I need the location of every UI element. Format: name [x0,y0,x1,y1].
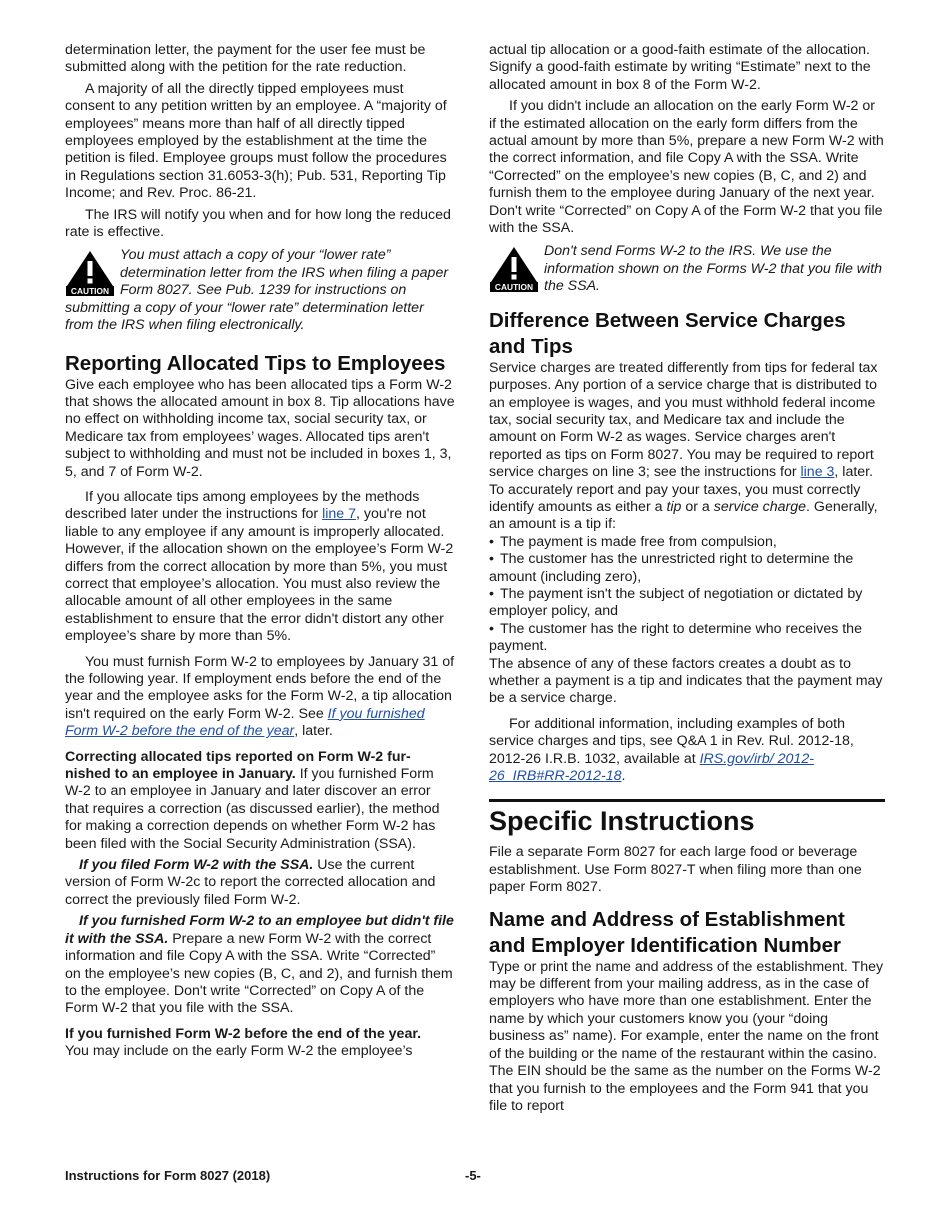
right-paragraph-6: File a separate Form 8027 for each large food or beverage establishment. Use Form 8027-T when filing more than one paper Form 8027. [489,844,862,896]
bullet-icon: • [489,551,494,568]
left-paragraph-1: determination letter, the payment for the user fee must be submitted along with the petition for the rate reduction. [65,42,426,76]
left-paragraph-2: A majority of all the directly tipped employees must consent to any petition written by an employee. A “majority of employees” means more than half of all directly tipped employees employed by the establishment at the time the petition is filed. Employee groups must follow the procedures in Regulations section 31.6053-3(h); Pub. 531, Reporting Tip Income; and Rev. Proc. 86-21. [65,80,447,202]
list-item [489,586,885,621]
run-in-heading: If you furnished Form W-2 before the end of the year. [65,1025,422,1042]
footer-form-title: Instructions for Form 8027 (2018) [65,1168,271,1183]
right-paragraph-7: Type or print the name and address of the establishment. They may be different from your mailing address, as in the case of employers who have more than one establishment. Enter the name by which your customers know you (your “doing business as” name). For example, enter the name on the front of the building or the name of the restaurant within the casino. The EIN should be the same as the number on the Forms W-2 that you furnish to the employees and the Form 941 that you file to report [489,958,884,1114]
right-paragraph-1: actual tip allocation or a good-faith estimate of the allocation. Signify a good-faith estimate by writing “Estimate” next to the allocated amount in box 8 of the Form W-2. [489,42,871,93]
left-paragraph-4: Give each employee who has been allocated tips a Form W-2 that shows the allocated amount in box 8. Tip allocations have no effect on withholding income tax, social security tax, or Medicare tax from employees’ wages. Allocated tips aren't subject to withholding and must not be included in boxes 1, 3, 5, and 7 of Form W-2. [65,376,455,480]
caution-note-right [489,243,885,295]
run-in-subheading: If you filed Form W-2 with the SSA. [79,857,314,874]
heading-specific-instructions: Specific Instructions [489,806,755,837]
left-column [65,42,455,1061]
left-paragraph-10 [65,1026,455,1061]
list-item [489,534,885,551]
right-paragraph-4: The absence of any of these factors creates a doubt as to whether a payment is a tip and indicates that the payment may be a service charge. [489,655,883,707]
text-span: The customer has the right to determine who receives the payment. [489,620,862,655]
text-span: For additional information, including examples of both service charges and tips, see Q&A 1 in Rev. Rul. 2012-18, 2012-26 I.R.B. 1032, available at [489,715,854,767]
bullet-icon: • [489,585,494,602]
right-paragraph-5 [489,716,885,786]
text-span: You must furnish Form W-2 to employees by January 31 of the following year. If employment ends before the end of the year and the employee asks for the Form W-2, a tip allocation isn't required on the early Form W-2. See [65,653,455,722]
heading-reporting-allocated-tips: Reporting Allocated Tips to Employees [65,351,446,375]
text-span: or a [681,498,714,515]
section-divider [489,799,885,838]
caution-text-left: You must attach a copy of your “lower rate” determination letter from the IRS when filing a paper Form 8027. See Pub. 1239 for instructions on submitting a copy of your “lower rate” determination letter from the IRS when filing electronically. [65,247,449,334]
text-span: You may include on the early Form W-2 the employee’s [65,1043,413,1060]
text-span: , you're not liable to any employee if any amount is improperly allocated. However, if the allocation shown on the employee’s Form W-2 differs from the correct allocation by more than 5%, you must correct that employee’s allocation. You must also review the allocable amount of all other employees in the same establishment to ensure that the error didn't distort any other employee’s share by more than 5%. [65,506,454,645]
caution-icon [489,246,539,292]
left-paragraph-7 [65,749,455,853]
text-span: Service charges are treated differently from tips for federal tax purposes. Any portion of a service charge that is distributed to an employee is wages, and you must withhold federal income tax, social security tax, and Medicare tax and include the amount on Form W-2 as wages. Service charges aren't reported as tips on Form 8027. You may be required to report service charges on line 3; see the instructions for [489,359,878,481]
left-paragraph-8 [65,857,455,909]
caution-note-left [65,247,455,334]
list-item [489,621,885,656]
text-span: Prepare a new Form W-2 with the correct information and file Copy A with the SSA. Write “Corrected” on the employee’s new copies (B, C, and 2), and furnish them to the employee. Don't write “Corrected” on Copy A of the Form W-2 that you file with the SSA. [65,930,453,1017]
text-span: Use the current version of Form W-2c to report the corrected allocation and correct the previously filed Form W-2. [65,857,436,908]
bullet-icon: • [489,620,494,637]
right-paragraph-3 [489,360,885,534]
link-line-7[interactable]: line 7 [322,506,357,523]
heading-name-and-address: Name and Address of Establishment and Employer Identification Number [489,907,845,957]
bullet-icon: • [489,533,494,550]
page-footer [65,1168,885,1186]
text-span: . [621,768,626,785]
list-item [489,551,885,586]
caution-label: CAUTION [494,282,534,293]
link-line-3[interactable]: line 3 [800,464,835,481]
text-span: If you allocate tips among employees by the methods described later under the instructions for [65,488,420,523]
run-in-subheading: If you furnished Form W-2 to an employee but didn't file it with the SSA. [65,913,454,947]
text-span: If you furnished Form W-2 to an employee in January and later discover an error that requires a correction (as discussed earlier), the method for making a correction depends on whether Form W-2 has been filed with the Social Security Administration (SSA). [65,766,440,852]
text-span: , later. [294,723,333,740]
caution-label: CAUTION [70,286,110,297]
term-service-charge: service charge [713,498,807,515]
left-paragraph-3: The IRS will notify you when and for how long the reduced rate is effective. [65,206,451,241]
term-tip: tip [666,498,682,515]
text-span: The payment isn't the subject of negotiation or dictated by employer policy, and [489,585,863,620]
left-paragraph-5 [65,489,455,646]
right-column [489,42,885,1115]
text-span: The customer has the unrestricted right to determine the amount (including zero), [489,551,854,585]
caution-icon [65,250,115,296]
text-span: . Generally, an amount is a tip if: [489,498,878,533]
right-paragraph-2: If you didn't include an allocation on the early Form W-2 or if the estimated allocation on the early form differs from the actual amount by more than 5%, prepare a new Form W-2 with the correct information, and file Copy A with the SSA. Write “Corrected” on the employee’s new copies (B, C, and 2) and furnish them to the employee during January of the next year. Don't write “Corrected” on Copy A of the Form W-2 that you file with the SSA. [489,98,884,237]
text-span: The payment is made free from compulsion, [500,533,777,550]
text-span: , later. To accurately report and pay your taxes, you must correctly identify amounts as either a [489,464,874,515]
page-number: -5- [465,1168,481,1183]
link-irs-gov-irb[interactable]: IRS.gov/irb/ 2012-26_IRB#RR-2012-18 [489,750,814,785]
tip-criteria-list [489,534,885,656]
left-paragraph-9 [65,913,455,1017]
caution-text-right: Don't send Forms W-2 to the IRS. We use the information shown on the Forms W-2 that you file with the SSA. [544,243,883,295]
link-furnished-before-end-of-year[interactable]: If you furnished Form W-2 before the end of the year [65,705,425,740]
left-paragraph-6 [65,654,455,741]
heading-difference-service-charges: Difference Between Service Charges and Tips [489,308,846,358]
run-in-heading: Correcting allocated tips reported on Form W-2 fur-nished to an employee in January. [65,748,411,783]
